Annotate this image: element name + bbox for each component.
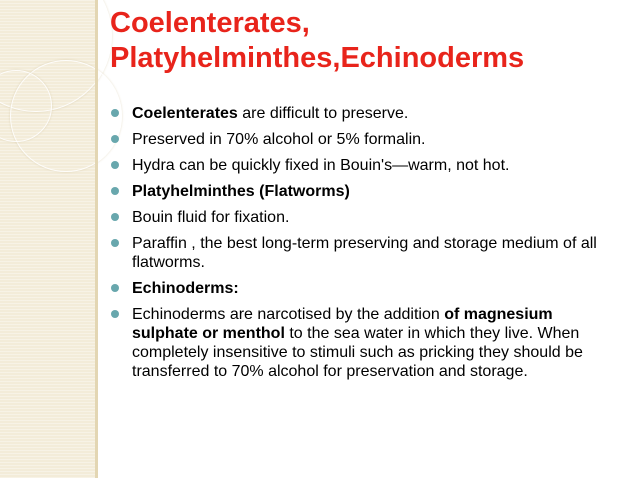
slide-title bbox=[110, 6, 630, 76]
bullet-text: Preserved in 70% alcohol or 5% formalin. bbox=[132, 131, 426, 148]
bullet-item bbox=[109, 130, 609, 149]
bullet-text: to the sea water in which they live. When completely insensitive to stimuli such as pricking they should be transferred to 70% alcohol for preservation and storage. bbox=[132, 325, 583, 380]
bullet-dot-icon bbox=[111, 310, 119, 318]
bullet-text-bold: Echinoderms: bbox=[132, 280, 239, 297]
bullet-item bbox=[109, 234, 609, 272]
bullet-text-bold: Coelenterates bbox=[132, 105, 238, 122]
bullet-text: are difficult to preserve. bbox=[237, 105, 409, 122]
bullet-text: Hydra can be quickly fixed in Bouin's—warm, not hot. bbox=[132, 157, 510, 174]
side-band-edge bbox=[95, 0, 98, 478]
bullet-text: Bouin fluid for fixation. bbox=[132, 209, 290, 226]
bullet-item bbox=[109, 279, 609, 298]
bullet-text-bold: of magnesium sulphate or menthol bbox=[132, 306, 553, 342]
bullet-item bbox=[109, 156, 609, 175]
bullet-item bbox=[109, 305, 609, 381]
bullet-item bbox=[109, 182, 609, 201]
bullet-dot-icon bbox=[111, 161, 119, 169]
bullet-text-bold: Platyhelminthes (Flatworms) bbox=[132, 183, 350, 200]
bullet-dot-icon bbox=[111, 187, 119, 195]
slide-title-line-1: Coelenterates, bbox=[110, 7, 310, 39]
bullet-text: Echinoderms are narcotised by the addition bbox=[132, 306, 445, 323]
bullet-item bbox=[109, 104, 609, 123]
bullet-list bbox=[109, 104, 609, 388]
bullet-item bbox=[109, 208, 609, 227]
bullet-dot-icon bbox=[111, 284, 119, 292]
bullet-dot-icon bbox=[111, 213, 119, 221]
bullet-dot-icon bbox=[111, 239, 119, 247]
decorative-side-band bbox=[0, 0, 97, 478]
slide-title-line-2: Platyhelminthes,Echinoderms bbox=[110, 42, 525, 74]
bullet-text: Paraffin , the best long-term preserving and storage medium of all flatworms. bbox=[132, 235, 597, 271]
bullet-dot-icon bbox=[111, 109, 119, 117]
bullet-dot-icon bbox=[111, 135, 119, 143]
